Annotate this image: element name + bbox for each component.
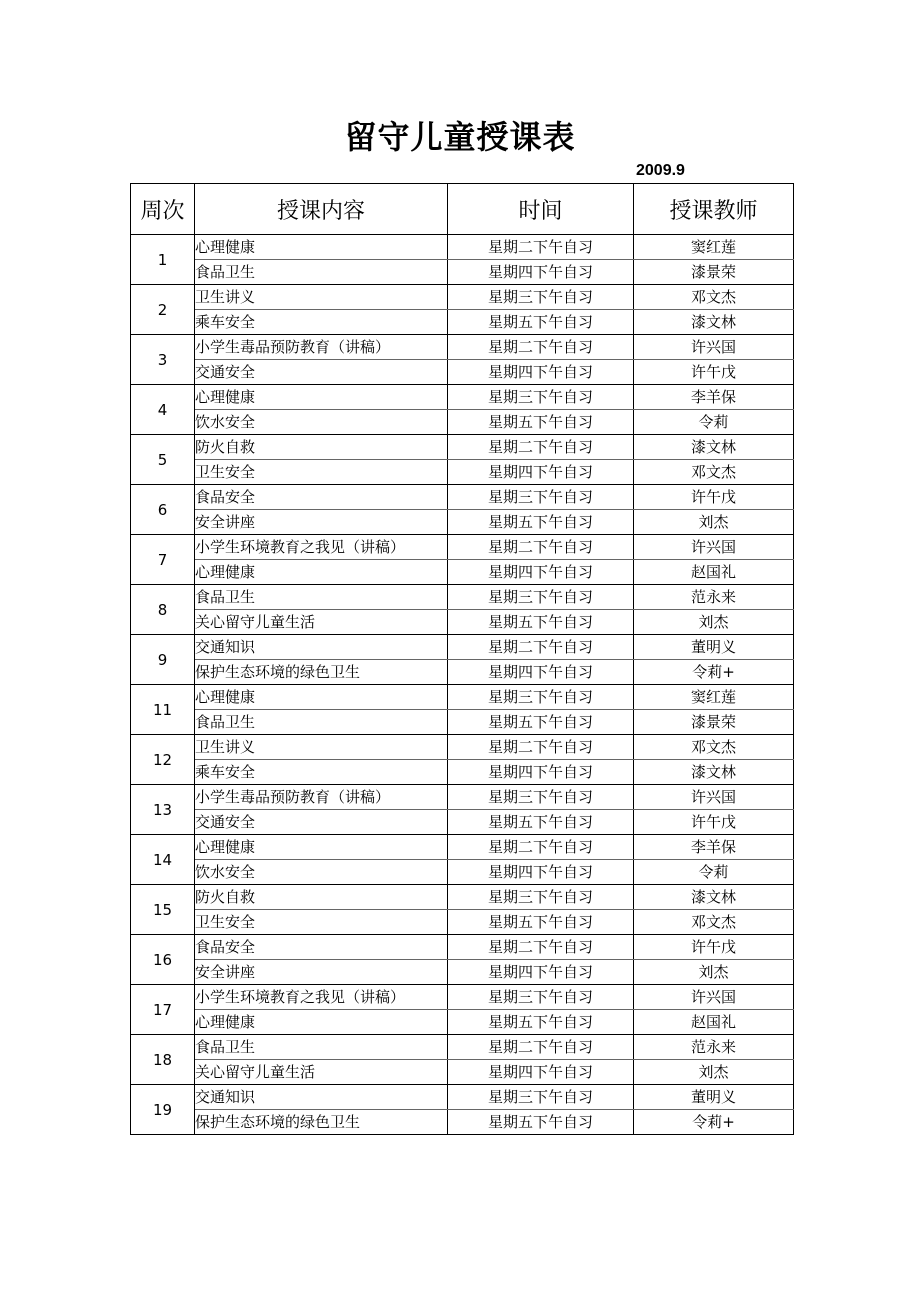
lesson-teacher: 董明义 — [634, 635, 794, 660]
lesson-content: 卫生安全 — [195, 910, 448, 935]
lesson-time: 星期二下午自习 — [448, 435, 634, 460]
lesson-time: 星期三下午自习 — [448, 685, 634, 710]
lesson-content: 心理健康 — [195, 685, 448, 710]
table-row — [131, 760, 794, 785]
table-row — [131, 860, 794, 885]
header-time: 时间 — [448, 184, 634, 235]
lesson-teacher: 赵国礼 — [634, 1010, 794, 1035]
lesson-teacher: 赵国礼 — [634, 560, 794, 585]
lesson-teacher: 许午戊 — [634, 360, 794, 385]
week-number: 16 — [131, 935, 195, 985]
header-teacher: 授课教师 — [634, 184, 794, 235]
table-row — [131, 1010, 794, 1035]
table-row — [131, 935, 794, 960]
table-row — [131, 385, 794, 410]
lesson-time: 星期五下午自习 — [448, 710, 634, 735]
lesson-content: 心理健康 — [195, 385, 448, 410]
lesson-content: 交通安全 — [195, 360, 448, 385]
lesson-teacher: 刘杰 — [634, 1060, 794, 1085]
lesson-teacher: 令莉+ — [634, 660, 794, 685]
week-number: 6 — [131, 485, 195, 535]
lesson-time: 星期五下午自习 — [448, 610, 634, 635]
lesson-content: 小学生环境教育之我见（讲稿） — [195, 985, 448, 1010]
lesson-time: 星期二下午自习 — [448, 1035, 634, 1060]
lesson-content: 关心留守儿童生活 — [195, 610, 448, 635]
lesson-teacher: 许午戊 — [634, 810, 794, 835]
header-content: 授课内容 — [195, 184, 448, 235]
lesson-time: 星期四下午自习 — [448, 1060, 634, 1085]
table-row — [131, 335, 794, 360]
lesson-teacher: 董明义 — [634, 1085, 794, 1110]
week-number: 2 — [131, 285, 195, 335]
lesson-time: 星期三下午自习 — [448, 985, 634, 1010]
table-row — [131, 485, 794, 510]
table-row — [131, 685, 794, 710]
lesson-content: 小学生毒品预防教育（讲稿） — [195, 785, 448, 810]
table-row — [131, 460, 794, 485]
lesson-time: 星期二下午自习 — [448, 535, 634, 560]
lesson-teacher: 许兴国 — [634, 335, 794, 360]
lesson-time: 星期二下午自习 — [448, 235, 634, 260]
lesson-time: 星期三下午自习 — [448, 1085, 634, 1110]
week-number: 3 — [131, 335, 195, 385]
lesson-teacher: 李羊保 — [634, 385, 794, 410]
lesson-teacher: 漆文林 — [634, 760, 794, 785]
lesson-content: 饮水安全 — [195, 410, 448, 435]
lesson-teacher: 李羊保 — [634, 835, 794, 860]
table-row — [131, 1110, 794, 1135]
lesson-time: 星期三下午自习 — [448, 585, 634, 610]
table-row — [131, 560, 794, 585]
table-row — [131, 810, 794, 835]
lesson-content: 交通知识 — [195, 1085, 448, 1110]
table-row — [131, 435, 794, 460]
lesson-teacher: 许兴国 — [634, 985, 794, 1010]
table-row — [131, 835, 794, 860]
lesson-content: 交通安全 — [195, 810, 448, 835]
lesson-teacher: 令莉+ — [634, 1110, 794, 1135]
week-number: 4 — [131, 385, 195, 435]
lesson-time: 星期五下午自习 — [448, 410, 634, 435]
lesson-content: 食品卫生 — [195, 260, 448, 285]
header-week: 周次 — [131, 184, 195, 235]
table-row — [131, 260, 794, 285]
schedule-table — [130, 183, 794, 1135]
lesson-content: 乘车安全 — [195, 310, 448, 335]
table-row — [131, 960, 794, 985]
lesson-content: 安全讲座 — [195, 960, 448, 985]
lesson-teacher: 邓文杰 — [634, 460, 794, 485]
lesson-teacher: 许兴国 — [634, 535, 794, 560]
table-row — [131, 535, 794, 560]
table-row — [131, 235, 794, 260]
week-number: 14 — [131, 835, 195, 885]
lesson-time: 星期五下午自习 — [448, 810, 634, 835]
lesson-content: 保护生态环境的绿色卫生 — [195, 660, 448, 685]
lesson-content: 食品安全 — [195, 935, 448, 960]
lesson-content: 食品卫生 — [195, 1035, 448, 1060]
week-number: 12 — [131, 735, 195, 785]
lesson-content: 安全讲座 — [195, 510, 448, 535]
table-row — [131, 310, 794, 335]
lesson-teacher: 邓文杰 — [634, 735, 794, 760]
week-number: 8 — [131, 585, 195, 635]
lesson-content: 食品安全 — [195, 485, 448, 510]
table-row — [131, 785, 794, 810]
lesson-content: 乘车安全 — [195, 760, 448, 785]
table-row — [131, 285, 794, 310]
lesson-teacher: 范永来 — [634, 585, 794, 610]
lesson-content: 小学生环境教育之我见（讲稿） — [195, 535, 448, 560]
lesson-time: 星期四下午自习 — [448, 460, 634, 485]
table-row — [131, 360, 794, 385]
lesson-time: 星期四下午自习 — [448, 560, 634, 585]
lesson-content: 心理健康 — [195, 835, 448, 860]
week-number: 13 — [131, 785, 195, 835]
lesson-content: 心理健康 — [195, 235, 448, 260]
lesson-time: 星期五下午自习 — [448, 1110, 634, 1135]
lesson-time: 星期二下午自习 — [448, 335, 634, 360]
lesson-time: 星期三下午自习 — [448, 485, 634, 510]
lesson-time: 星期三下午自习 — [448, 285, 634, 310]
document-date: 2009.9 — [636, 162, 685, 179]
week-number: 7 — [131, 535, 195, 585]
table-row — [131, 660, 794, 685]
lesson-teacher: 许兴国 — [634, 785, 794, 810]
table-row — [131, 885, 794, 910]
lesson-time: 星期五下午自习 — [448, 510, 634, 535]
lesson-teacher: 令莉 — [634, 410, 794, 435]
week-number: 9 — [131, 635, 195, 685]
lesson-time: 星期五下午自习 — [448, 910, 634, 935]
lesson-content: 关心留守儿童生活 — [195, 1060, 448, 1085]
lesson-time: 星期四下午自习 — [448, 260, 634, 285]
table-row — [131, 610, 794, 635]
lesson-teacher: 刘杰 — [634, 510, 794, 535]
table-row — [131, 710, 794, 735]
lesson-teacher: 令莉 — [634, 860, 794, 885]
lesson-time: 星期四下午自习 — [448, 960, 634, 985]
lesson-content: 食品卫生 — [195, 710, 448, 735]
lesson-teacher: 漆文林 — [634, 885, 794, 910]
lesson-content: 卫生讲义 — [195, 285, 448, 310]
week-number: 5 — [131, 435, 195, 485]
week-number: 11 — [131, 685, 195, 735]
table-row — [131, 585, 794, 610]
lesson-content: 心理健康 — [195, 1010, 448, 1035]
lesson-content: 小学生毒品预防教育（讲稿） — [195, 335, 448, 360]
lesson-time: 星期三下午自习 — [448, 785, 634, 810]
table-header-row — [131, 184, 794, 235]
week-number: 19 — [131, 1085, 195, 1135]
lesson-teacher: 漆文林 — [634, 310, 794, 335]
lesson-time: 星期二下午自习 — [448, 835, 634, 860]
lesson-time: 星期二下午自习 — [448, 935, 634, 960]
lesson-time: 星期四下午自习 — [448, 660, 634, 685]
lesson-time: 星期四下午自习 — [448, 360, 634, 385]
lesson-teacher: 许午戊 — [634, 935, 794, 960]
lesson-teacher: 漆景荣 — [634, 710, 794, 735]
lesson-time: 星期四下午自习 — [448, 860, 634, 885]
lesson-time: 星期三下午自习 — [448, 885, 634, 910]
table-row — [131, 1060, 794, 1085]
lesson-teacher: 窦红莲 — [634, 685, 794, 710]
lesson-time: 星期二下午自习 — [448, 735, 634, 760]
table-body — [131, 235, 794, 1135]
week-number: 15 — [131, 885, 195, 935]
week-number: 1 — [131, 235, 195, 285]
lesson-content: 防火自救 — [195, 435, 448, 460]
lesson-teacher: 刘杰 — [634, 960, 794, 985]
lesson-content: 防火自救 — [195, 885, 448, 910]
lesson-content: 卫生讲义 — [195, 735, 448, 760]
week-number: 18 — [131, 1035, 195, 1085]
lesson-content: 交通知识 — [195, 635, 448, 660]
lesson-teacher: 许午戊 — [634, 485, 794, 510]
lesson-time: 星期五下午自习 — [448, 310, 634, 335]
table-row — [131, 410, 794, 435]
week-number: 17 — [131, 985, 195, 1035]
table-row — [131, 635, 794, 660]
table-row — [131, 985, 794, 1010]
lesson-teacher: 刘杰 — [634, 610, 794, 635]
page-title: 留守儿童授课表 — [344, 118, 576, 156]
lesson-teacher: 范永来 — [634, 1035, 794, 1060]
lesson-content: 心理健康 — [195, 560, 448, 585]
lesson-time: 星期四下午自习 — [448, 760, 634, 785]
lesson-time: 星期五下午自习 — [448, 1010, 634, 1035]
lesson-teacher: 漆景荣 — [634, 260, 794, 285]
lesson-content: 饮水安全 — [195, 860, 448, 885]
lesson-content: 保护生态环境的绿色卫生 — [195, 1110, 448, 1135]
table-row — [131, 1035, 794, 1060]
lesson-teacher: 窦红莲 — [634, 235, 794, 260]
table-row — [131, 1085, 794, 1110]
lesson-content: 卫生安全 — [195, 460, 448, 485]
lesson-teacher: 邓文杰 — [634, 285, 794, 310]
lesson-time: 星期三下午自习 — [448, 385, 634, 410]
lesson-teacher: 邓文杰 — [634, 910, 794, 935]
lesson-time: 星期二下午自习 — [448, 635, 634, 660]
lesson-content: 食品卫生 — [195, 585, 448, 610]
table-row — [131, 735, 794, 760]
lesson-teacher: 漆文林 — [634, 435, 794, 460]
table-row — [131, 910, 794, 935]
table-row — [131, 510, 794, 535]
